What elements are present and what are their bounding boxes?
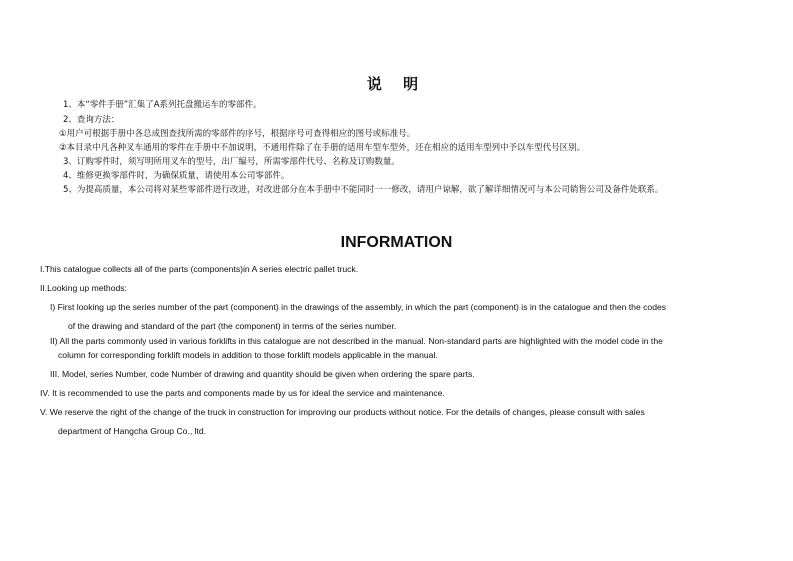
chinese-note-4: 4、维修更换零部件时，为确保质量，请使用本公司零部件。: [63, 171, 290, 181]
chinese-note-2: 2、查询方法：: [63, 115, 120, 125]
chinese-note-5: 5、为提高质量，本公司将对某些零部件进行改进，对改进部分在本手册中不能同时一一修改，请用户谅解，欲了解详细情况可与本公司销售公司及备件处联系。: [63, 185, 664, 195]
english-note-2-1: I) First looking up the series number of the part (component) in the drawings of the assembly, in which the part (component) is in the catalogue and then the codes: [50, 302, 667, 312]
chinese-note-2-2: ②本目录中凡各种叉车通用的零件在手册中不加说明，不通用件除了在手册的适用车型车型外，还在相应的适用车型列中予以车型代号区别。: [59, 143, 586, 153]
english-note-4: IV. It is recommended to use the parts and components made by us for ideal the service and maintenance.: [40, 388, 445, 398]
english-note-5: V. We reserve the right of the change of the truck in construction for improving our products without notice. For the details of changes, please consult with sales: [40, 407, 645, 417]
english-note-3: III. Model, series Number, code Number of drawing and quantity should be given when ordering the spare parts.: [50, 369, 475, 379]
english-note-2-2-cont: column for corresponding forklift models in addition to those forklift models applicable in the manual.: [58, 350, 438, 360]
english-note-1: I.This catalogue collects all of the parts (components)in A series electric pallet truck.: [40, 264, 359, 274]
english-note-5-cont: department of Hangcha Group Co., ltd.: [58, 426, 207, 436]
english-note-2: II.Looking up methods:: [40, 283, 127, 293]
english-section-title: INFORMATION: [340, 234, 453, 251]
chinese-note-2-1: ①用户可根据手册中各总成图查找所需的零部件的序号，根据序号可查得相应的图号或标准号。: [59, 129, 416, 139]
chinese-section-title: 说 明: [366, 75, 427, 93]
chinese-note-1: 1、本“零件手册”汇集了A系列托盘搬运车的零部件。: [63, 100, 262, 110]
english-note-2-1-cont: of the drawing and standard of the part (the component) in terms of the series number.: [68, 321, 397, 331]
english-note-2-2: II) All the parts commonly used in various forklifts in this catalogue are not described in the manual. Non-standard parts are highlighted with the model code in the: [50, 336, 663, 346]
chinese-note-3: 3、订购零件时，须写明所用叉车的型号，出厂编号，所需零部件代号、名称及订购数量。: [63, 157, 400, 167]
